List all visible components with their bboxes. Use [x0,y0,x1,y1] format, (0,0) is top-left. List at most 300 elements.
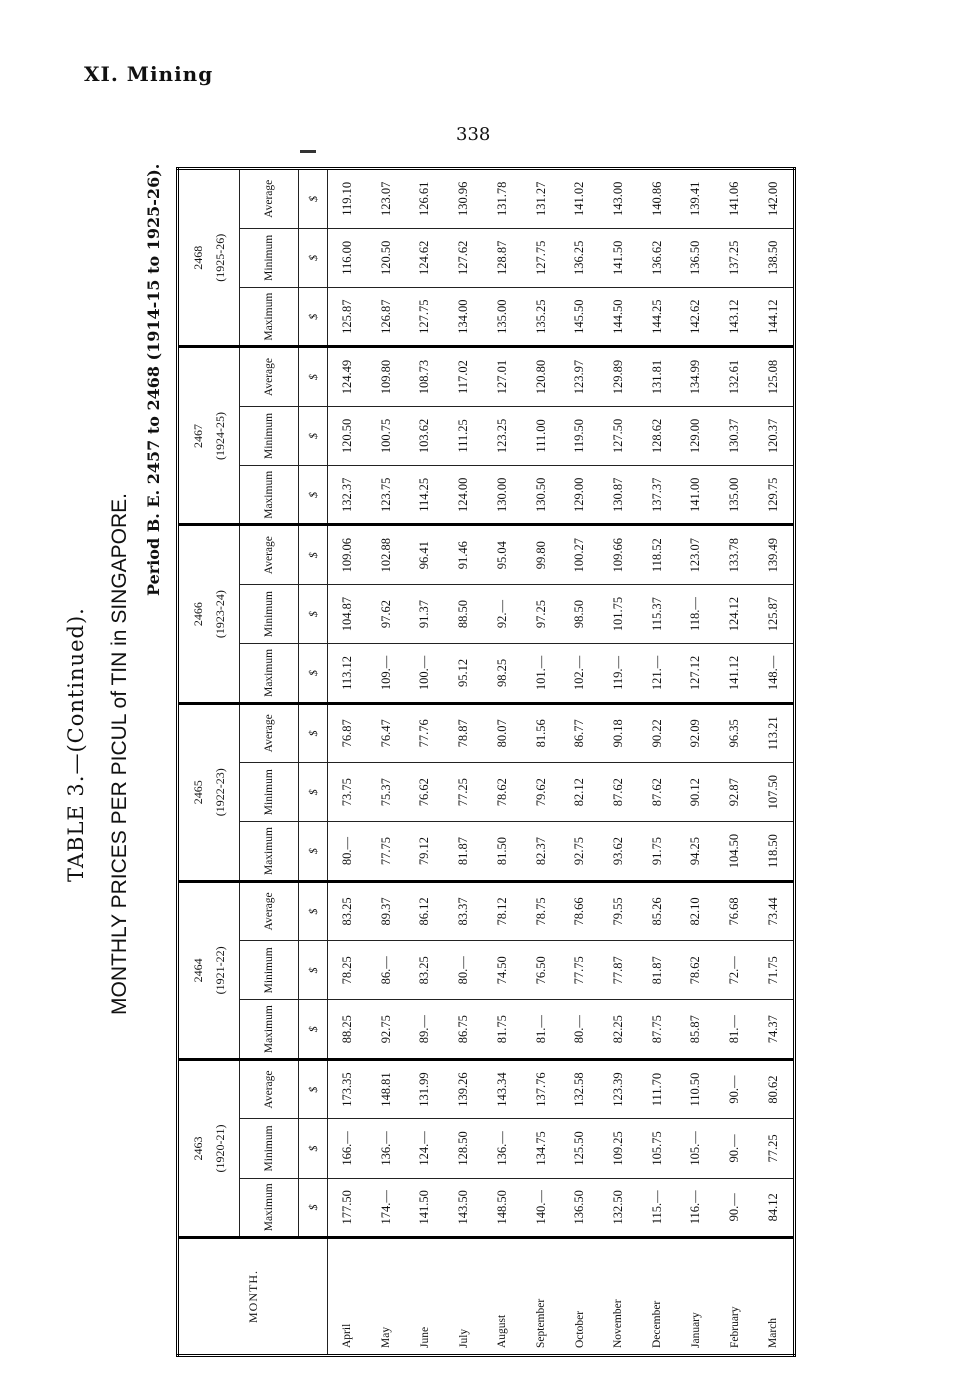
price-cell: 130.96 [444,169,483,229]
price-cell: 100.— [406,644,445,703]
price-cell: 91.46 [444,525,483,584]
price-cell: 123.07 [677,525,716,584]
price-cell: 80.62 [754,1059,795,1118]
unit-label: $ [299,288,328,347]
price-cell: 73.75 [328,763,367,822]
price-cell: 78.66 [560,881,599,940]
price-cell: 139.41 [677,169,716,229]
price-cell: 95.04 [483,525,522,584]
price-cell: 127.50 [599,406,638,465]
price-cell: 120.80 [522,347,561,406]
unit-label: $ [299,881,328,940]
price-cell: 135.00 [483,288,522,347]
month-cell: September [522,1238,561,1356]
table-title: TABLE 3.—(Continued). [64,607,88,882]
column-label-maximum: Maximum [240,644,299,703]
price-cell: 72.— [715,941,754,1000]
price-cell: 109.66 [599,525,638,584]
price-cell: 93.62 [599,822,638,881]
column-label-maximum: Maximum [240,822,299,881]
price-cell: 148.81 [367,1059,406,1118]
price-cell: 130.50 [522,466,561,525]
price-cell: 131.78 [483,169,522,229]
price-cell: 127.62 [444,228,483,287]
unit-label: $ [299,703,328,762]
price-cell: 95.12 [444,644,483,703]
column-label-minimum: Minimum [240,228,299,287]
price-cell: 141.50 [599,228,638,287]
price-cell: 89.37 [367,881,406,940]
table-row [677,169,716,1356]
column-label-minimum: Minimum [240,1119,299,1178]
price-cell: 124.00 [444,466,483,525]
price-cell: 120.37 [754,406,795,465]
price-cell: 145.50 [560,288,599,347]
column-label-average: Average [240,881,299,940]
price-cell: 81.87 [444,822,483,881]
price-cell: 78.12 [483,881,522,940]
month-cell: August [483,1238,522,1356]
price-cell: 98.25 [483,644,522,703]
price-cell: 77.25 [444,763,483,822]
price-cell: 124.— [406,1119,445,1178]
price-cell: 117.02 [444,347,483,406]
price-cell: 77.75 [367,822,406,881]
price-cell: 84.12 [754,1178,795,1237]
price-cell: 82.10 [677,881,716,940]
year-ad: (1920-21) [213,1124,227,1173]
price-cell: 142.00 [754,169,795,229]
unit-label: $ [299,525,328,584]
price-cell: 143.34 [483,1059,522,1118]
price-cell: 134.75 [522,1119,561,1178]
price-cell: 128.87 [483,228,522,287]
price-cell: 87.75 [638,1000,677,1059]
price-cell: 76.50 [522,941,561,1000]
price-cell: 76.47 [367,703,406,762]
price-cell: 109.25 [599,1119,638,1178]
year-ad: (1925-26) [213,233,227,282]
column-label-minimum: Minimum [240,763,299,822]
price-cell: 114.25 [406,466,445,525]
price-cell: 123.97 [560,347,599,406]
price-cell: 111.70 [638,1059,677,1118]
price-cell: 111.00 [522,406,561,465]
price-cell: 92.75 [560,822,599,881]
table-row [715,169,754,1356]
table-row [638,169,677,1356]
price-cell: 90.— [715,1178,754,1237]
price-cell: 139.26 [444,1059,483,1118]
price-cell: 126.61 [406,169,445,229]
price-cell: 77.87 [599,941,638,1000]
price-cell: 115.37 [638,584,677,643]
price-cell: 79.55 [599,881,638,940]
price-cell: 76.68 [715,881,754,940]
month-column-header: MONTH. [178,1238,328,1356]
price-cell: 134.00 [444,288,483,347]
price-cell: 136.50 [560,1178,599,1237]
price-cell: 143.00 [599,169,638,229]
price-cell: 90.— [715,1059,754,1118]
price-cell: 78.62 [677,941,716,1000]
price-cell: 83.25 [328,881,367,940]
price-cell: 91.37 [406,584,445,643]
price-cell: 115.— [638,1178,677,1237]
price-cell: 121.— [638,644,677,703]
month-cell: December [638,1238,677,1356]
price-cell: 76.62 [406,763,445,822]
year-header-2467 [178,347,240,525]
price-cell: 113.12 [328,644,367,703]
price-cell: 137.37 [638,466,677,525]
rotated-table-container [176,167,796,1357]
price-cell: 130.87 [599,466,638,525]
price-cell: 128.50 [444,1119,483,1178]
price-cell: 130.37 [715,406,754,465]
price-cell: 141.06 [715,169,754,229]
unit-label: $ [299,584,328,643]
price-cell: 136.25 [560,228,599,287]
month-cell: April [328,1238,367,1356]
price-cell: 90.— [715,1119,754,1178]
year-header-2463 [178,1059,240,1237]
price-cell: 76.87 [328,703,367,762]
column-label-maximum: Maximum [240,288,299,347]
price-cell: 77.25 [754,1119,795,1178]
price-cell: 81.56 [522,703,561,762]
price-cell: 82.37 [522,822,561,881]
period-caption: Period B. E. 2457 to 2468 (1914-15 to 1925-26). [144,163,163,596]
month-cell: July [444,1238,483,1356]
price-cell: 118.52 [638,525,677,584]
price-cell: 88.50 [444,584,483,643]
price-cell: 102.— [560,644,599,703]
price-cell: 125.87 [754,584,795,643]
price-cell: 81.50 [483,822,522,881]
price-cell: 90.12 [677,763,716,822]
month-cell: May [367,1238,406,1356]
price-cell: 143.12 [715,288,754,347]
year-be: 2466 [191,602,205,627]
price-cell: 107.50 [754,763,795,822]
price-cell: 110.50 [677,1059,716,1118]
price-cell: 148.— [754,644,795,703]
price-cell: 129.75 [754,466,795,525]
price-cell: 126.87 [367,288,406,347]
price-cell: 99.80 [522,525,561,584]
price-cell: 135.25 [522,288,561,347]
table-subtitle: MONTHLY PRICES PER PICUL of TIN in SINGAPORE. [108,492,131,1015]
year-header-2464 [178,881,240,1059]
price-cell: 123.75 [367,466,406,525]
price-cell: 132.50 [599,1178,638,1237]
column-label-minimum: Minimum [240,406,299,465]
price-cell: 83.37 [444,881,483,940]
price-cell: 132.58 [560,1059,599,1118]
price-cell: 73.44 [754,881,795,940]
price-cell: 101.75 [599,584,638,643]
price-cell: 135.00 [715,466,754,525]
price-cell: 81.75 [483,1000,522,1059]
column-label-minimum: Minimum [240,584,299,643]
price-cell: 105.75 [638,1119,677,1178]
unit-label: $ [299,1178,328,1237]
year-header-2468 [178,169,240,347]
price-cell: 96.41 [406,525,445,584]
price-cell: 131.81 [638,347,677,406]
price-cell: 118.50 [754,822,795,881]
price-cell: 97.25 [522,584,561,643]
price-cell: 78.62 [483,763,522,822]
price-cell: 132.61 [715,347,754,406]
unit-label: $ [299,169,328,229]
year-be: 2467 [191,423,205,448]
price-cell: 124.62 [406,228,445,287]
price-cell: 109.80 [367,347,406,406]
table-body [328,169,795,1356]
price-cell: 90.18 [599,703,638,762]
section-heading: XI. Mining [84,62,214,86]
price-cell: 105.— [677,1119,716,1178]
price-cell: 81.— [522,1000,561,1059]
price-cell: 127.75 [522,228,561,287]
unit-label: $ [299,347,328,406]
price-cell: 136.62 [638,228,677,287]
price-cell: 89.— [406,1000,445,1059]
price-cell: 140.— [522,1178,561,1237]
price-cell: 78.75 [522,881,561,940]
unit-label: $ [299,822,328,881]
year-ad: (1921-22) [213,946,227,995]
price-cell: 136.50 [677,228,716,287]
price-cell: 144.25 [638,288,677,347]
column-label-average: Average [240,347,299,406]
price-cell: 85.87 [677,1000,716,1059]
price-cell: 116.00 [328,228,367,287]
price-cell: 86.12 [406,881,445,940]
price-cell: 128.62 [638,406,677,465]
column-label-row [240,169,299,1356]
price-cell: 103.62 [406,406,445,465]
price-cell: 141.12 [715,644,754,703]
price-cell: 79.62 [522,763,561,822]
page-number: 338 [456,124,491,145]
price-cell: 119.10 [328,169,367,229]
price-cell: 86.— [367,941,406,1000]
year-header-row [178,169,240,1356]
year-ad: (1922-23) [213,768,227,817]
table-row [367,169,406,1356]
month-cell: November [599,1238,638,1356]
price-cell: 90.22 [638,703,677,762]
price-cell: 125.87 [328,288,367,347]
price-cell: 137.76 [522,1059,561,1118]
price-cell: 119.— [599,644,638,703]
price-cell: 87.62 [599,763,638,822]
price-cell: 80.— [328,822,367,881]
price-cell: 130.00 [483,466,522,525]
table-row [754,169,795,1356]
price-cell: 80.07 [483,703,522,762]
year-ad: (1923-24) [213,590,227,639]
price-cell: 141.02 [560,169,599,229]
price-cell: 104.50 [715,822,754,881]
price-cell: 129.00 [677,406,716,465]
tin-price-table [176,167,796,1357]
price-cell: 144.50 [599,288,638,347]
price-cell: 102.88 [367,525,406,584]
price-cell: 166.— [328,1119,367,1178]
year-ad: (1924-25) [213,411,227,460]
price-cell: 123.39 [599,1059,638,1118]
price-cell: 85.26 [638,881,677,940]
price-cell: 92.87 [715,763,754,822]
price-cell: 98.50 [560,584,599,643]
price-cell: 109.06 [328,525,367,584]
price-cell: 87.62 [638,763,677,822]
month-cell: March [754,1238,795,1356]
price-cell: 74.37 [754,1000,795,1059]
price-cell: 86.75 [444,1000,483,1059]
price-cell: 136.— [367,1119,406,1178]
price-cell: 129.00 [560,466,599,525]
unit-label: $ [299,466,328,525]
price-cell: 138.50 [754,228,795,287]
price-cell: 118.— [677,584,716,643]
unit-label: $ [299,406,328,465]
price-cell: 88.25 [328,1000,367,1059]
price-cell: 86.77 [560,703,599,762]
price-cell: 143.50 [444,1178,483,1237]
price-cell: 131.27 [522,169,561,229]
price-cell: 97.62 [367,584,406,643]
month-cell: January [677,1238,716,1356]
price-cell: 77.75 [560,941,599,1000]
price-cell: 109.— [367,644,406,703]
table-row [328,169,367,1356]
column-label-maximum: Maximum [240,1000,299,1059]
price-cell: 82.12 [560,763,599,822]
table-row [522,169,561,1356]
unit-label: $ [299,228,328,287]
price-cell: 111.25 [444,406,483,465]
price-cell: 77.76 [406,703,445,762]
price-cell: 125.08 [754,347,795,406]
price-cell: 133.78 [715,525,754,584]
year-header-2466 [178,525,240,703]
price-cell: 100.75 [367,406,406,465]
price-cell: 129.89 [599,347,638,406]
price-cell: 137.25 [715,228,754,287]
month-cell: February [715,1238,754,1356]
price-cell: 78.87 [444,703,483,762]
table-row [406,169,445,1356]
column-label-average: Average [240,1059,299,1118]
price-cell: 71.75 [754,941,795,1000]
unit-label: $ [299,1000,328,1059]
price-cell: 75.37 [367,763,406,822]
month-cell: October [560,1238,599,1356]
price-cell: 173.35 [328,1059,367,1118]
price-cell: 142.62 [677,288,716,347]
price-cell: 141.00 [677,466,716,525]
price-cell: 100.27 [560,525,599,584]
column-label-maximum: Maximum [240,466,299,525]
price-cell: 92.09 [677,703,716,762]
price-cell: 108.73 [406,347,445,406]
month-cell: June [406,1238,445,1356]
price-cell: 104.87 [328,584,367,643]
price-cell: 136.— [483,1119,522,1178]
column-label-average: Average [240,525,299,584]
price-cell: 140.86 [638,169,677,229]
table-row [599,169,638,1356]
unit-label: $ [299,1059,328,1118]
year-header-2465 [178,703,240,881]
price-cell: 81.87 [638,941,677,1000]
price-cell: 101.— [522,644,561,703]
year-be: 2465 [191,780,205,805]
price-cell: 141.50 [406,1178,445,1237]
table-row [560,169,599,1356]
price-cell: 79.12 [406,822,445,881]
price-cell: 123.25 [483,406,522,465]
price-cell: 113.21 [754,703,795,762]
price-cell: 123.07 [367,169,406,229]
column-label-maximum: Maximum [240,1178,299,1237]
price-cell: 120.50 [328,406,367,465]
price-cell: 94.25 [677,822,716,881]
price-cell: 119.50 [560,406,599,465]
year-be: 2464 [191,958,205,983]
year-be: 2463 [191,1136,205,1161]
price-cell: 127.01 [483,347,522,406]
price-cell: 80.— [444,941,483,1000]
price-cell: 78.25 [328,941,367,1000]
price-cell: 127.75 [406,288,445,347]
unit-label: $ [299,763,328,822]
column-label-minimum: Minimum [240,941,299,1000]
price-cell: 120.50 [367,228,406,287]
header-rule [300,150,316,153]
price-cell: 144.12 [754,288,795,347]
price-cell: 132.37 [328,466,367,525]
unit-row [299,169,328,1356]
table-row [444,169,483,1356]
price-cell: 92.— [483,584,522,643]
price-cell: 177.50 [328,1178,367,1237]
table-row [483,169,522,1356]
column-label-average: Average [240,169,299,229]
year-be: 2468 [191,245,205,270]
price-cell: 124.49 [328,347,367,406]
price-cell: 91.75 [638,822,677,881]
price-cell: 131.99 [406,1059,445,1118]
unit-label: $ [299,1119,328,1178]
price-cell: 134.99 [677,347,716,406]
price-cell: 83.25 [406,941,445,1000]
price-cell: 139.49 [754,525,795,584]
unit-label: $ [299,644,328,703]
price-cell: 96.35 [715,703,754,762]
price-cell: 124.12 [715,584,754,643]
price-cell: 74.50 [483,941,522,1000]
unit-label: $ [299,941,328,1000]
price-cell: 82.25 [599,1000,638,1059]
price-cell: 116.— [677,1178,716,1237]
price-cell: 125.50 [560,1119,599,1178]
